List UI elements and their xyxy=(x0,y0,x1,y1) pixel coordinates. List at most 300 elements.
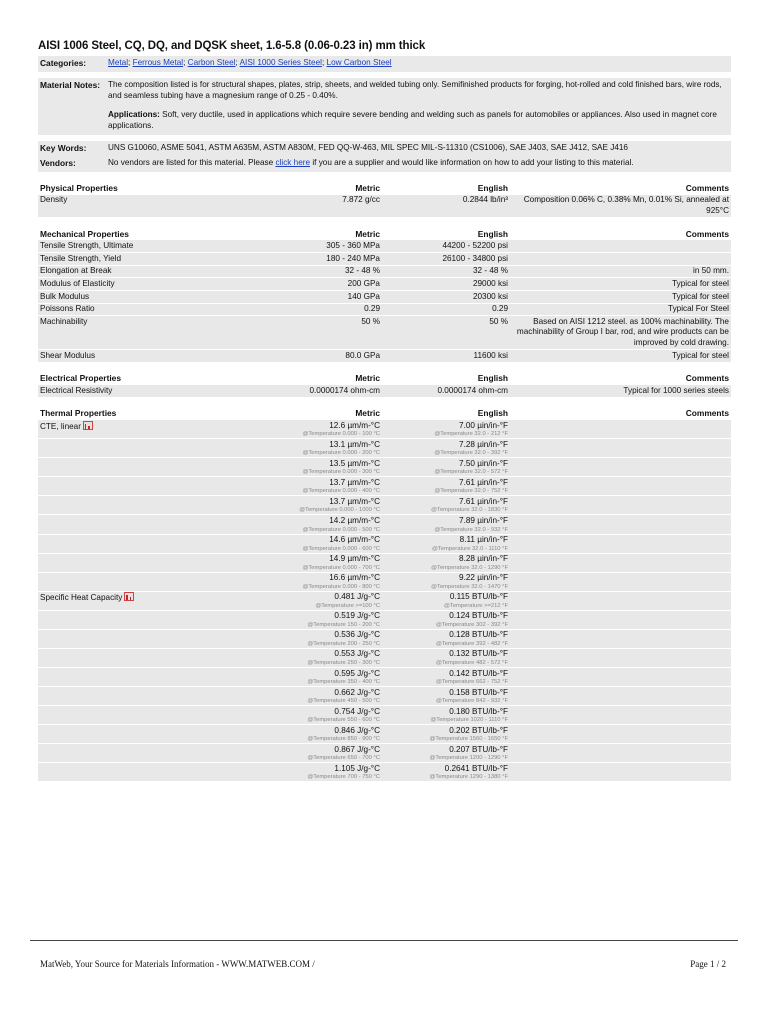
comment-cell xyxy=(510,629,731,648)
english-value-cell xyxy=(382,572,510,591)
graph-icon[interactable] xyxy=(124,592,134,601)
english-value-cell xyxy=(382,648,510,667)
page-title: AISI 1006 Steel, CQ, DQ, and DQSK sheet, 1.6-5.8 (0.06-0.23 in) mm thick xyxy=(38,40,426,52)
metric-value-cell xyxy=(242,458,382,477)
comment-cell xyxy=(510,458,731,477)
metric-value-cell xyxy=(242,553,382,572)
comment-cell xyxy=(510,572,731,591)
english-value: 8.28 µin/in-°F xyxy=(459,554,508,564)
category-separator: ; xyxy=(128,58,133,67)
applications-paragraph xyxy=(108,110,729,131)
property-name-cell xyxy=(38,265,242,278)
english-column-header: English xyxy=(477,373,508,384)
english-value-cell xyxy=(382,610,510,629)
property-name-cell xyxy=(38,591,242,610)
metric-value-cell xyxy=(242,420,382,439)
comments-column-header: Comments xyxy=(685,228,729,239)
property-name: Machinability xyxy=(40,316,88,326)
comment-cell xyxy=(510,687,731,706)
section-header-row xyxy=(38,373,731,385)
notes-paragraph: The composition listed is for structural shapes, plates, strip, sheets, and welded tubing only. Semifinished products for forging, hot-rolled and cold finished bars, wire rods, and seamless tubing have a magnesium range of 0.25 - 0.40%. xyxy=(108,79,722,100)
metric-value: 14.2 µm/m-°C xyxy=(329,516,380,526)
metric-value-cell xyxy=(242,706,382,725)
property-name-cell xyxy=(38,687,242,706)
english-condition: @Temperature 32.0 - 212 °F xyxy=(434,431,508,438)
metric-condition: @Temperature 0.000 - 300 °C xyxy=(302,469,380,476)
english-value-cell xyxy=(382,458,510,477)
category-link[interactable]: Ferrous Metal xyxy=(132,58,184,67)
english-condition: @Temperature 392 - 482 °F xyxy=(435,640,508,647)
metric-value: 13.7 µm/m-°C xyxy=(329,477,380,487)
property-name-cell xyxy=(38,667,242,686)
category-link[interactable]: Low Carbon Steel xyxy=(326,58,392,67)
metric-condition: @Temperature >=100 °C xyxy=(315,602,380,609)
metric-column-header: Metric xyxy=(355,408,380,419)
comment-cell xyxy=(510,706,731,725)
english-value: 0.0000174 ohm-cm xyxy=(437,385,508,395)
english-value-cell xyxy=(382,316,510,350)
metric-value-cell xyxy=(242,240,382,252)
category-link[interactable]: Carbon Steel xyxy=(187,58,236,67)
metric-value: 0.662 J/g-°C xyxy=(334,687,380,697)
english-value: 0.207 BTU/lb-°F xyxy=(449,744,508,754)
metric-value: 0.519 J/g-°C xyxy=(334,611,380,621)
property-row xyxy=(38,572,731,591)
property-row xyxy=(38,420,731,439)
metric-column-header: Metric xyxy=(355,373,380,384)
english-value-cell xyxy=(382,303,510,316)
metric-value-cell xyxy=(242,667,382,686)
metric-condition: @Temperature 0.000 - 1000 °C xyxy=(299,507,380,514)
english-value-cell xyxy=(382,350,510,363)
property-name-cell xyxy=(38,763,242,782)
section-header-row xyxy=(38,408,731,420)
english-value-cell xyxy=(382,278,510,291)
english-value: 0.128 BTU/lb-°F xyxy=(449,630,508,640)
property-row xyxy=(38,278,731,291)
property-name: Shear Modulus xyxy=(40,350,96,360)
metric-value: 140 GPa xyxy=(347,291,380,301)
property-name: Bulk Modulus xyxy=(40,291,90,301)
vendors-label: Vendors: xyxy=(38,156,106,172)
metric-value-cell xyxy=(242,744,382,763)
english-value: 7.00 µin/in-°F xyxy=(459,420,508,430)
property-row xyxy=(38,195,731,218)
metric-value-cell xyxy=(242,252,382,265)
english-value-cell xyxy=(382,515,510,534)
metric-value: 50 % xyxy=(361,316,380,326)
metric-value: 14.6 µm/m-°C xyxy=(329,535,380,545)
metric-value-cell xyxy=(242,316,382,350)
english-value-cell xyxy=(382,195,510,218)
english-value: 20300 ksi xyxy=(472,291,508,301)
comment-cell xyxy=(510,725,731,744)
english-value-cell xyxy=(382,553,510,572)
metric-column-header: Metric xyxy=(355,228,380,239)
property-row xyxy=(38,291,731,304)
english-value: 0.29 xyxy=(492,304,508,314)
english-value: 0.124 BTU/lb-°F xyxy=(449,611,508,621)
property-name: Modulus of Elasticity xyxy=(40,278,115,288)
metric-value: 32 - 48 % xyxy=(344,266,380,276)
metric-value: 13.7 µm/m-°C xyxy=(329,496,380,506)
property-row xyxy=(38,648,731,667)
comment-cell xyxy=(510,534,731,553)
property-name-cell xyxy=(38,195,242,218)
metric-value-cell xyxy=(242,350,382,363)
english-column-header: English xyxy=(477,408,508,419)
metric-value: 12.6 µm/m-°C xyxy=(329,420,380,430)
english-value: 9.22 µin/in-°F xyxy=(459,573,508,583)
property-row xyxy=(38,687,731,706)
material-notes-row xyxy=(38,78,731,135)
property-row xyxy=(38,591,731,610)
category-link[interactable]: AISI 1000 Series Steel xyxy=(239,58,322,67)
property-name-cell xyxy=(38,458,242,477)
english-value: 0.132 BTU/lb-°F xyxy=(449,649,508,659)
metric-condition: @Temperature 700 - 750 °C xyxy=(307,774,380,781)
property-name: Tensile Strength, Yield xyxy=(40,253,122,263)
english-value: 32 - 48 % xyxy=(472,266,508,276)
metric-value-cell xyxy=(242,648,382,667)
metric-value-cell xyxy=(242,629,382,648)
english-condition: @Temperature 32.0 - 1290 °F xyxy=(431,564,508,571)
comment-cell xyxy=(510,439,731,458)
metric-value-cell xyxy=(242,439,382,458)
comment-cell xyxy=(510,496,731,515)
english-column-header: English xyxy=(477,182,508,193)
section-title: Mechanical Properties xyxy=(40,228,129,239)
metric-value: 0.867 J/g-°C xyxy=(334,744,380,754)
applications-label: Applications: xyxy=(108,110,160,120)
english-value: 50 % xyxy=(489,316,508,326)
metric-condition: @Temperature 0.000 - 600 °C xyxy=(302,545,380,552)
comment-cell xyxy=(510,240,731,252)
property-row xyxy=(38,553,731,572)
english-condition: @Temperature >=212 °F xyxy=(444,602,508,609)
metric-condition: @Temperature 250 - 300 °C xyxy=(307,659,380,666)
english-value-cell xyxy=(382,763,510,782)
english-value: 7.61 µin/in-°F xyxy=(459,477,508,487)
english-value-cell xyxy=(382,744,510,763)
property-row xyxy=(38,458,731,477)
english-condition: @Temperature 32.0 - 1830 °F xyxy=(431,507,508,514)
categories-label: Categories: xyxy=(38,56,106,72)
english-value: 0.2641 BTU/lb-°F xyxy=(444,763,508,773)
metric-value: 305 - 360 MPa xyxy=(326,240,380,250)
english-condition: @Temperature 1200 - 1290 °F xyxy=(429,755,508,762)
property-name: Density xyxy=(40,195,68,205)
metric-value: 80.0 GPa xyxy=(345,350,380,360)
comment-cell xyxy=(510,477,731,496)
comments-column-header: Comments xyxy=(685,408,729,419)
metric-value-cell xyxy=(242,687,382,706)
property-row xyxy=(38,350,731,363)
comment-cell: Typical for steel xyxy=(510,350,731,363)
english-condition: @Temperature 32.0 - 752 °F xyxy=(434,488,508,495)
english-condition: @Temperature 32.0 - 392 °F xyxy=(434,450,508,457)
english-value: 11600 ksi xyxy=(473,350,508,360)
property-name-cell xyxy=(38,648,242,667)
english-value-cell xyxy=(382,252,510,265)
english-value: 29000 ksi xyxy=(472,278,508,288)
metric-column-header: Metric xyxy=(355,182,380,193)
metric-value: 0.29 xyxy=(364,304,380,314)
category-separator: ; xyxy=(183,58,188,67)
keywords-row xyxy=(38,141,731,157)
english-value-cell xyxy=(382,240,510,252)
english-condition: @Temperature 32.0 - 1470 °F xyxy=(431,583,508,590)
metric-value-cell xyxy=(242,195,382,218)
comment-cell xyxy=(510,420,731,439)
comment-cell xyxy=(510,591,731,610)
english-condition: @Temperature 302 - 392 °F xyxy=(435,621,508,628)
property-name-cell xyxy=(38,278,242,291)
property-name-cell xyxy=(38,439,242,458)
metric-value: 180 - 240 MPa xyxy=(326,253,380,263)
property-name-cell xyxy=(38,420,242,439)
section-header-row xyxy=(38,182,731,194)
english-value: 7.50 µin/in-°F xyxy=(459,458,508,468)
english-condition: @Temperature 32.0 - 572 °F xyxy=(434,469,508,476)
english-value: 7.89 µin/in-°F xyxy=(459,516,508,526)
english-condition: @Temperature 1560 - 1650 °F xyxy=(429,736,508,743)
metric-value: 13.5 µm/m-°C xyxy=(329,458,380,468)
metric-condition: @Temperature 0.000 - 500 °C xyxy=(302,526,380,533)
property-row xyxy=(38,610,731,629)
english-condition: @Temperature 1290 - 1380 °F xyxy=(429,774,508,781)
english-condition: @Temperature 1020 - 1110 °F xyxy=(430,717,508,724)
property-name: CTE, linear xyxy=(40,421,81,431)
comment-cell: Typical For Steel xyxy=(510,303,731,316)
property-name-cell xyxy=(38,291,242,304)
english-value: 44200 - 52200 psi xyxy=(442,240,508,250)
comment-cell xyxy=(510,515,731,534)
property-section-table xyxy=(38,182,731,218)
property-name-cell xyxy=(38,629,242,648)
english-condition: @Temperature 842 - 932 °F xyxy=(435,698,508,705)
vendors-text: No vendors are listed for this material. Please click here if you are a supplier and would like information on how to add your listing to this material. xyxy=(106,156,731,172)
english-condition: @Temperature 32.0 - 1110 °F xyxy=(432,545,508,552)
property-name-cell xyxy=(38,477,242,496)
metric-value: 7.872 g/cc xyxy=(342,195,380,205)
applications-text: Soft, very ductile, used in applications which require severe bending and welding such as panels for automobiles or appliances. Also used in magnet core applications. xyxy=(108,110,717,130)
metric-value: 13.1 µm/m-°C xyxy=(329,439,380,449)
datasheet-page xyxy=(38,40,731,782)
metric-value-cell xyxy=(242,534,382,553)
property-row xyxy=(38,385,731,397)
english-condition: @Temperature 482 - 572 °F xyxy=(435,659,508,666)
metric-value: 14.9 µm/m-°C xyxy=(329,554,380,564)
metric-value: 0.846 J/g-°C xyxy=(334,725,380,735)
comment-cell: Composition 0.06% C, 0.38% Mn, 0.01% Si, annealed at 925°C xyxy=(510,195,731,218)
metric-value-cell xyxy=(242,278,382,291)
english-value-cell xyxy=(382,477,510,496)
english-column-header: English xyxy=(477,228,508,239)
footer-source: MatWeb, Your Source for Materials Information - WWW.MATWEB.COM / xyxy=(40,959,315,969)
material-notes-text xyxy=(106,78,731,135)
property-name-cell xyxy=(38,515,242,534)
comment-cell xyxy=(510,553,731,572)
category-separator: ; xyxy=(321,58,327,67)
material-notes-label: Material Notes: xyxy=(38,78,106,135)
property-row xyxy=(38,629,731,648)
property-name-cell xyxy=(38,240,242,252)
english-value: 7.28 µin/in-°F xyxy=(459,439,508,449)
comment-cell: Based on AISI 1212 steel. as 100% machinability. The machinability of Group I bar, rod, and wire products can be improved by cold drawing. xyxy=(510,316,731,350)
metric-condition: @Temperature 0.000 - 800 °C xyxy=(302,583,380,590)
metric-condition: @Temperature 850 - 900 °C xyxy=(307,736,380,743)
english-value-cell xyxy=(382,706,510,725)
metric-value-cell xyxy=(242,763,382,782)
property-row xyxy=(38,316,731,350)
metric-value-cell xyxy=(242,291,382,304)
english-value-cell xyxy=(382,496,510,515)
metric-condition: @Temperature 150 - 200 °C xyxy=(307,621,380,628)
material-info-table xyxy=(38,56,731,172)
comment-cell: in 50 mm. xyxy=(510,265,731,278)
property-row xyxy=(38,252,731,265)
comment-cell xyxy=(510,252,731,265)
english-value-cell xyxy=(382,385,510,397)
english-value-cell xyxy=(382,291,510,304)
comment-cell: Typical for 1000 series steels xyxy=(510,385,731,397)
comment-cell xyxy=(510,610,731,629)
property-row xyxy=(38,725,731,744)
metric-condition: @Temperature 0.000 - 400 °C xyxy=(302,488,380,495)
comments-column-header: Comments xyxy=(685,373,729,384)
property-name-cell xyxy=(38,610,242,629)
category-link[interactable]: Metal xyxy=(108,58,129,67)
english-value: 8.11 µin/in-°F xyxy=(459,535,508,545)
comment-cell xyxy=(510,667,731,686)
metric-value-cell xyxy=(242,265,382,278)
metric-value-cell xyxy=(242,515,382,534)
english-value: 0.115 BTU/lb-°F xyxy=(449,592,508,602)
english-value-cell xyxy=(382,667,510,686)
english-value-cell xyxy=(382,629,510,648)
property-row xyxy=(38,534,731,553)
property-section-table xyxy=(38,228,731,363)
property-name-cell xyxy=(38,725,242,744)
footer-divider xyxy=(30,940,738,941)
categories-list xyxy=(106,56,731,72)
english-value: 0.158 BTU/lb-°F xyxy=(449,687,508,697)
metric-value: 0.536 J/g-°C xyxy=(334,630,380,640)
metric-condition: @Temperature 0.000 - 700 °C xyxy=(302,564,380,571)
comments-column-header: Comments xyxy=(685,182,729,193)
english-value-cell xyxy=(382,725,510,744)
property-name-cell xyxy=(38,316,242,350)
property-name: Elongation at Break xyxy=(40,266,112,276)
category-separator: ; xyxy=(235,58,240,67)
metric-condition: @Temperature 650 - 700 °C xyxy=(307,755,380,762)
comment-cell xyxy=(510,763,731,782)
metric-condition: @Temperature 0.000 - 100 °C xyxy=(302,431,380,438)
metric-value-cell xyxy=(242,477,382,496)
property-name-cell xyxy=(38,706,242,725)
property-row xyxy=(38,515,731,534)
property-name-cell xyxy=(38,350,242,363)
metric-value-cell xyxy=(242,591,382,610)
property-name-cell xyxy=(38,572,242,591)
metric-condition: @Temperature 0.000 - 200 °C xyxy=(302,450,380,457)
comment-cell: Typical for steel xyxy=(510,291,731,304)
metric-value-cell xyxy=(242,385,382,397)
metric-value: 200 GPa xyxy=(347,278,380,288)
property-row xyxy=(38,265,731,278)
english-value-cell xyxy=(382,591,510,610)
metric-value: 0.754 J/g-°C xyxy=(334,706,380,716)
english-value-cell xyxy=(382,439,510,458)
property-name-cell xyxy=(38,303,242,316)
property-row xyxy=(38,763,731,782)
english-condition: @Temperature 662 - 752 °F xyxy=(435,679,508,686)
english-value: 0.2844 lb/in³ xyxy=(462,195,508,205)
english-value-cell xyxy=(382,687,510,706)
property-name: Tensile Strength, Ultimate xyxy=(40,240,134,250)
property-row xyxy=(38,496,731,515)
metric-condition: @Temperature 200 - 250 °C xyxy=(307,640,380,647)
vendor-click-here-link[interactable]: click here xyxy=(275,158,311,168)
metric-value: 0.481 J/g-°C xyxy=(334,592,380,602)
property-row xyxy=(38,667,731,686)
comment-cell xyxy=(510,648,731,667)
metric-value: 0.0000174 ohm-cm xyxy=(309,385,380,395)
metric-condition: @Temperature 350 - 400 °C xyxy=(307,679,380,686)
metric-value-cell xyxy=(242,572,382,591)
property-section-table xyxy=(38,373,731,398)
english-value-cell xyxy=(382,420,510,439)
property-row xyxy=(38,303,731,316)
metric-value: 16.6 µm/m-°C xyxy=(329,573,380,583)
keywords-text: UNS G10060, ASME 5041, ASTM A635M, ASTM A830M, FED QQ-W-463, MIL SPEC MIL-S-11310 (CS1006), SAE J403, SAE J412, SAE J416 xyxy=(106,141,731,157)
property-name-cell xyxy=(38,744,242,763)
property-row xyxy=(38,477,731,496)
english-value: 0.142 BTU/lb-°F xyxy=(449,668,508,678)
property-name-cell xyxy=(38,385,242,397)
metric-value-cell xyxy=(242,725,382,744)
section-title: Thermal Properties xyxy=(40,408,117,419)
section-title: Physical Properties xyxy=(40,182,118,193)
english-value: 0.180 BTU/lb-°F xyxy=(449,706,508,716)
property-name-cell xyxy=(38,496,242,515)
property-name: Poissons Ratio xyxy=(40,304,95,314)
section-title: Electrical Properties xyxy=(40,373,121,384)
vendors-row xyxy=(38,156,731,172)
categories-row xyxy=(38,56,731,72)
english-value-cell xyxy=(382,534,510,553)
metric-value: 0.553 J/g-°C xyxy=(334,649,380,659)
footer-page-number: Page 1 / 2 xyxy=(690,959,726,969)
metric-value-cell xyxy=(242,303,382,316)
english-value: 26100 - 34800 psi xyxy=(442,253,508,263)
metric-value-cell xyxy=(242,610,382,629)
metric-value-cell xyxy=(242,496,382,515)
keywords-label: Key Words: xyxy=(38,141,106,157)
english-value: 7.61 µin/in-°F xyxy=(459,496,508,506)
property-row xyxy=(38,706,731,725)
english-value: 0.202 BTU/lb-°F xyxy=(449,725,508,735)
property-section-table xyxy=(38,408,731,783)
property-row xyxy=(38,744,731,763)
metric-value: 0.595 J/g-°C xyxy=(334,668,380,678)
comment-cell xyxy=(510,744,731,763)
metric-condition: @Temperature 550 - 600 °C xyxy=(307,717,380,724)
property-name: Specific Heat Capacity xyxy=(40,593,123,603)
graph-icon[interactable] xyxy=(83,421,93,430)
section-header-row xyxy=(38,228,731,240)
